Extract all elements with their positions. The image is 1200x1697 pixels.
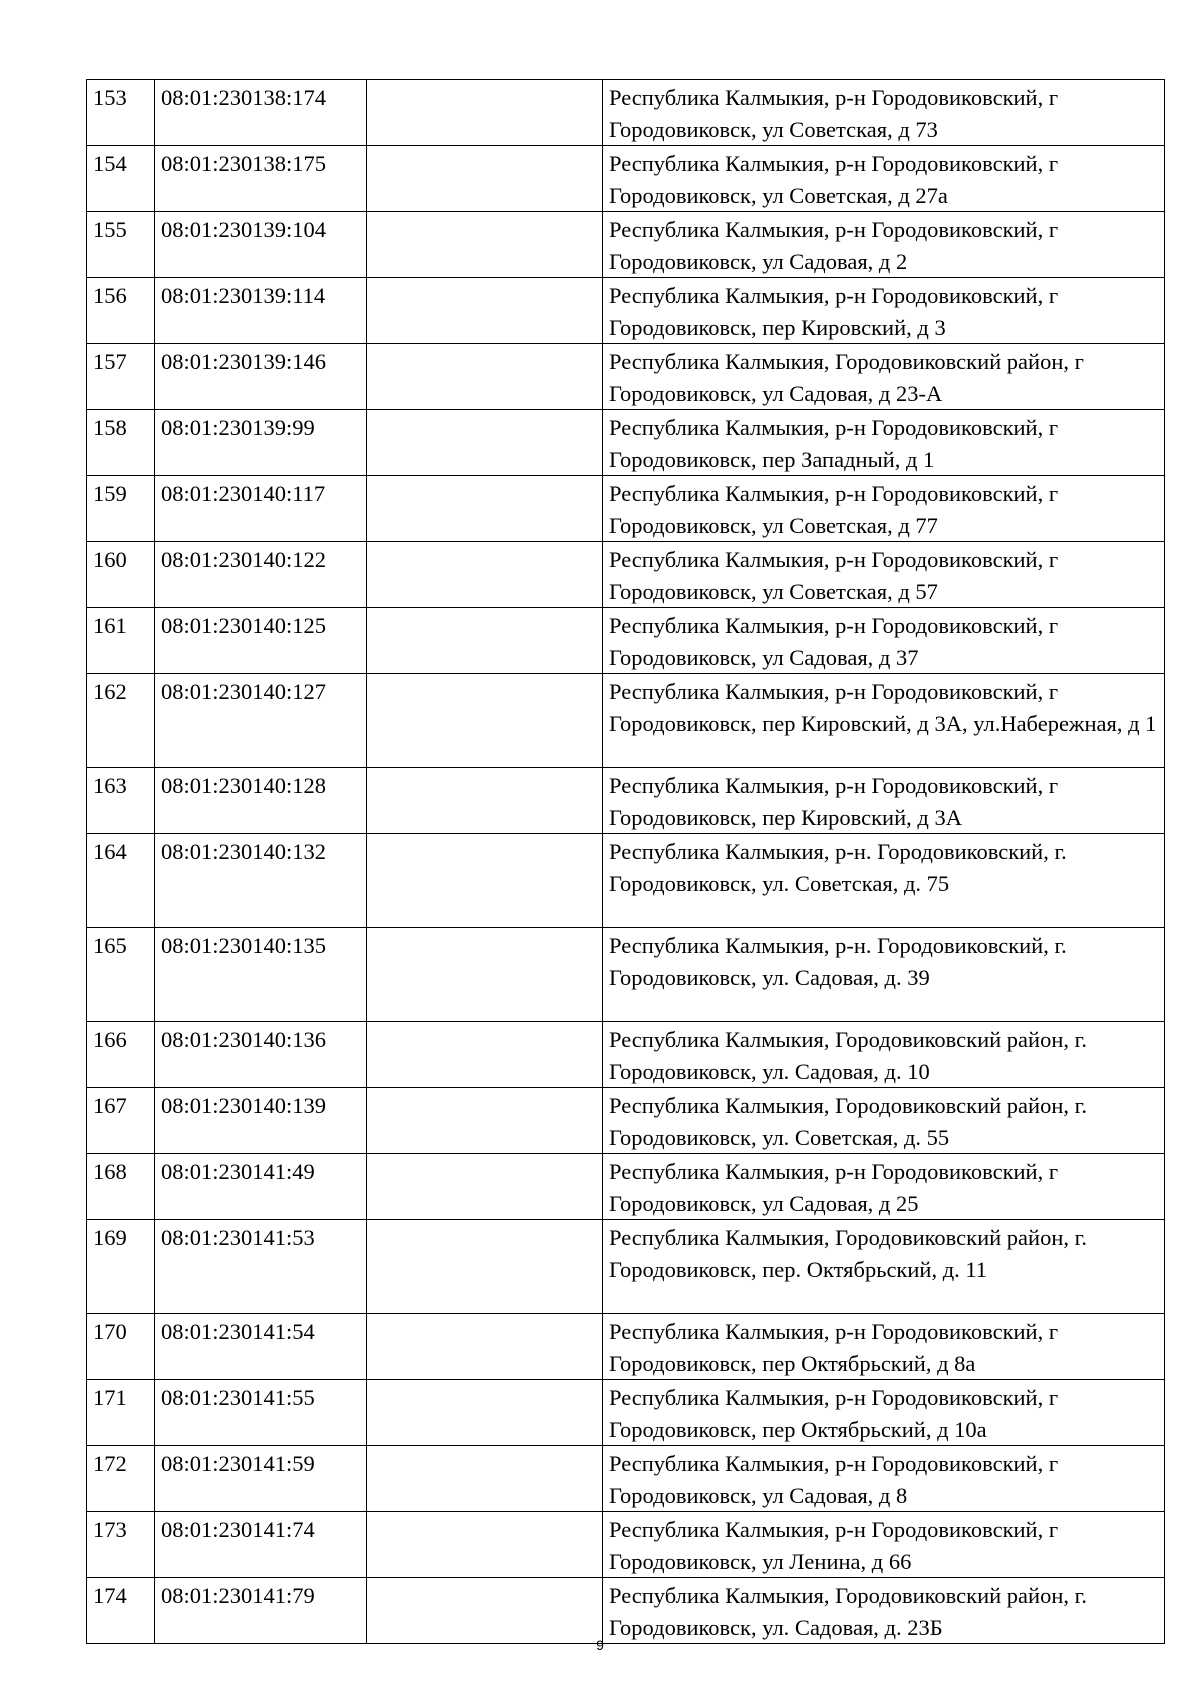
empty-cell — [367, 1512, 603, 1578]
row-number-cell: 157 — [87, 344, 155, 410]
table-row — [87, 146, 1165, 212]
empty-cell — [367, 768, 603, 834]
empty-cell — [367, 1022, 603, 1088]
table-row — [87, 1512, 1165, 1578]
row-number-cell: 160 — [87, 542, 155, 608]
address-cell: Республика Калмыкия, Городовиковский район, г. Городовиковск, ул. Садовая, д. 10 — [603, 1022, 1165, 1088]
address-cell: Республика Калмыкия, Городовиковский район, г Городовиковск, ул Садовая, д 23-А — [603, 344, 1165, 410]
address-cell: Республика Калмыкия, р-н Городовиковский, г Городовиковск, ул Садовая, д 25 — [603, 1154, 1165, 1220]
table-row — [87, 834, 1165, 928]
row-number-cell: 174 — [87, 1578, 155, 1644]
empty-cell — [367, 410, 603, 476]
cadastral-number-cell: 08:01:230140:132 — [155, 834, 367, 928]
cadastral-number-cell: 08:01:230139:104 — [155, 212, 367, 278]
row-number-cell: 168 — [87, 1154, 155, 1220]
row-number-cell: 172 — [87, 1446, 155, 1512]
address-cell: Республика Калмыкия, р-н Городовиковский, г Городовиковск, ул Советская, д 73 — [603, 80, 1165, 146]
table-row — [87, 1578, 1165, 1644]
row-number-cell: 155 — [87, 212, 155, 278]
address-cell: Республика Калмыкия, р-н Городовиковский, г Городовиковск, ул Садовая, д 2 — [603, 212, 1165, 278]
table-row — [87, 410, 1165, 476]
empty-cell — [367, 1314, 603, 1380]
empty-cell — [367, 928, 603, 1022]
row-number-cell: 169 — [87, 1220, 155, 1314]
row-number-cell: 167 — [87, 1088, 155, 1154]
table-row — [87, 1446, 1165, 1512]
address-cell: Республика Калмыкия, р-н. Городовиковский, г. Городовиковск, ул. Садовая, д. 39 — [603, 928, 1165, 1022]
empty-cell — [367, 542, 603, 608]
cadastral-number-cell: 08:01:230140:135 — [155, 928, 367, 1022]
address-cell: Республика Калмыкия, р-н. Городовиковский, г. Городовиковск, ул. Советская, д. 75 — [603, 834, 1165, 928]
empty-cell — [367, 1380, 603, 1446]
cadastral-number-cell: 08:01:230138:174 — [155, 80, 367, 146]
empty-cell — [367, 1446, 603, 1512]
row-number-cell: 153 — [87, 80, 155, 146]
address-cell: Республика Калмыкия, р-н Городовиковский, г Городовиковск, ул Советская, д 57 — [603, 542, 1165, 608]
address-cell: Республика Калмыкия, р-н Городовиковский, г Городовиковск, пер Октябрьский, д 10а — [603, 1380, 1165, 1446]
row-number-cell: 171 — [87, 1380, 155, 1446]
row-number-cell: 170 — [87, 1314, 155, 1380]
table-row — [87, 1088, 1165, 1154]
cadastral-number-cell: 08:01:230140:128 — [155, 768, 367, 834]
address-cell: Республика Калмыкия, р-н Городовиковский, г Городовиковск, ул Ленина, д 66 — [603, 1512, 1165, 1578]
cadastral-number-cell: 08:01:230141:79 — [155, 1578, 367, 1644]
empty-cell — [367, 1154, 603, 1220]
cadastral-number-cell: 08:01:230140:136 — [155, 1022, 367, 1088]
cadastral-number-cell: 08:01:230140:125 — [155, 608, 367, 674]
address-cell: Республика Калмыкия, р-н Городовиковский, г Городовиковск, ул Советская, д 77 — [603, 476, 1165, 542]
table-row — [87, 80, 1165, 146]
table-row — [87, 674, 1165, 768]
row-number-cell: 159 — [87, 476, 155, 542]
table-row — [87, 1022, 1165, 1088]
empty-cell — [367, 1220, 603, 1314]
empty-cell — [367, 344, 603, 410]
cadastral-number-cell: 08:01:230140:139 — [155, 1088, 367, 1154]
row-number-cell: 173 — [87, 1512, 155, 1578]
empty-cell — [367, 80, 603, 146]
cadastral-number-cell: 08:01:230141:49 — [155, 1154, 367, 1220]
row-number-cell: 162 — [87, 674, 155, 768]
cadastral-number-cell: 08:01:230139:114 — [155, 278, 367, 344]
cadastral-number-cell: 08:01:230138:175 — [155, 146, 367, 212]
row-number-cell: 154 — [87, 146, 155, 212]
address-cell: Республика Калмыкия, р-н Городовиковский, г Городовиковск, пер Кировский, д 3 — [603, 278, 1165, 344]
table-row — [87, 1154, 1165, 1220]
row-number-cell: 158 — [87, 410, 155, 476]
row-number-cell: 156 — [87, 278, 155, 344]
cadastral-number-cell: 08:01:230139:99 — [155, 410, 367, 476]
table-row — [87, 278, 1165, 344]
address-cell: Республика Калмыкия, р-н Городовиковский, г Городовиковск, пер Кировский, д 3А — [603, 768, 1165, 834]
address-cell: Республика Калмыкия, р-н Городовиковский, г Городовиковск, ул Советская, д 27а — [603, 146, 1165, 212]
cadastral-number-cell: 08:01:230140:127 — [155, 674, 367, 768]
empty-cell — [367, 608, 603, 674]
table-row — [87, 928, 1165, 1022]
table-row — [87, 542, 1165, 608]
table-row — [87, 608, 1165, 674]
row-number-cell: 166 — [87, 1022, 155, 1088]
address-cell: Республика Калмыкия, Городовиковский район, г. Городовиковск, ул. Садовая, д. 23Б — [603, 1578, 1165, 1644]
address-cell: Республика Калмыкия, р-н Городовиковский, г Городовиковск, пер Кировский, д 3А, ул.Набережная, д 1 — [603, 674, 1165, 768]
address-cell: Республика Калмыкия, р-н Городовиковский, г Городовиковск, ул Садовая, д 8 — [603, 1446, 1165, 1512]
table-row — [87, 344, 1165, 410]
table-row — [87, 212, 1165, 278]
cadastral-table — [86, 79, 1165, 1644]
cadastral-number-cell: 08:01:230141:59 — [155, 1446, 367, 1512]
page-number: 9 — [596, 1637, 604, 1653]
row-number-cell: 161 — [87, 608, 155, 674]
address-cell: Республика Калмыкия, Городовиковский район, г. Городовиковск, пер. Октябрьский, д. 11 — [603, 1220, 1165, 1314]
cadastral-number-cell: 08:01:230140:122 — [155, 542, 367, 608]
row-number-cell: 164 — [87, 834, 155, 928]
empty-cell — [367, 476, 603, 542]
table-body — [87, 80, 1165, 1644]
address-cell: Республика Калмыкия, Городовиковский район, г. Городовиковск, ул. Советская, д. 55 — [603, 1088, 1165, 1154]
empty-cell — [367, 834, 603, 928]
address-cell: Республика Калмыкия, р-н Городовиковский, г Городовиковск, пер Западный, д 1 — [603, 410, 1165, 476]
empty-cell — [367, 1578, 603, 1644]
table-row — [87, 768, 1165, 834]
cadastral-number-cell: 08:01:230140:117 — [155, 476, 367, 542]
empty-cell — [367, 278, 603, 344]
table-row — [87, 1380, 1165, 1446]
address-cell: Республика Калмыкия, р-н Городовиковский, г Городовиковск, пер Октябрьский, д 8а — [603, 1314, 1165, 1380]
cadastral-number-cell: 08:01:230139:146 — [155, 344, 367, 410]
row-number-cell: 163 — [87, 768, 155, 834]
row-number-cell: 165 — [87, 928, 155, 1022]
cadastral-number-cell: 08:01:230141:74 — [155, 1512, 367, 1578]
empty-cell — [367, 1088, 603, 1154]
cadastral-number-cell: 08:01:230141:54 — [155, 1314, 367, 1380]
cadastral-number-cell: 08:01:230141:53 — [155, 1220, 367, 1314]
table-row — [87, 1220, 1165, 1314]
table-row — [87, 1314, 1165, 1380]
address-cell: Республика Калмыкия, р-н Городовиковский, г Городовиковск, ул Садовая, д 37 — [603, 608, 1165, 674]
table-row — [87, 476, 1165, 542]
empty-cell — [367, 674, 603, 768]
empty-cell — [367, 146, 603, 212]
cadastral-number-cell: 08:01:230141:55 — [155, 1380, 367, 1446]
empty-cell — [367, 212, 603, 278]
